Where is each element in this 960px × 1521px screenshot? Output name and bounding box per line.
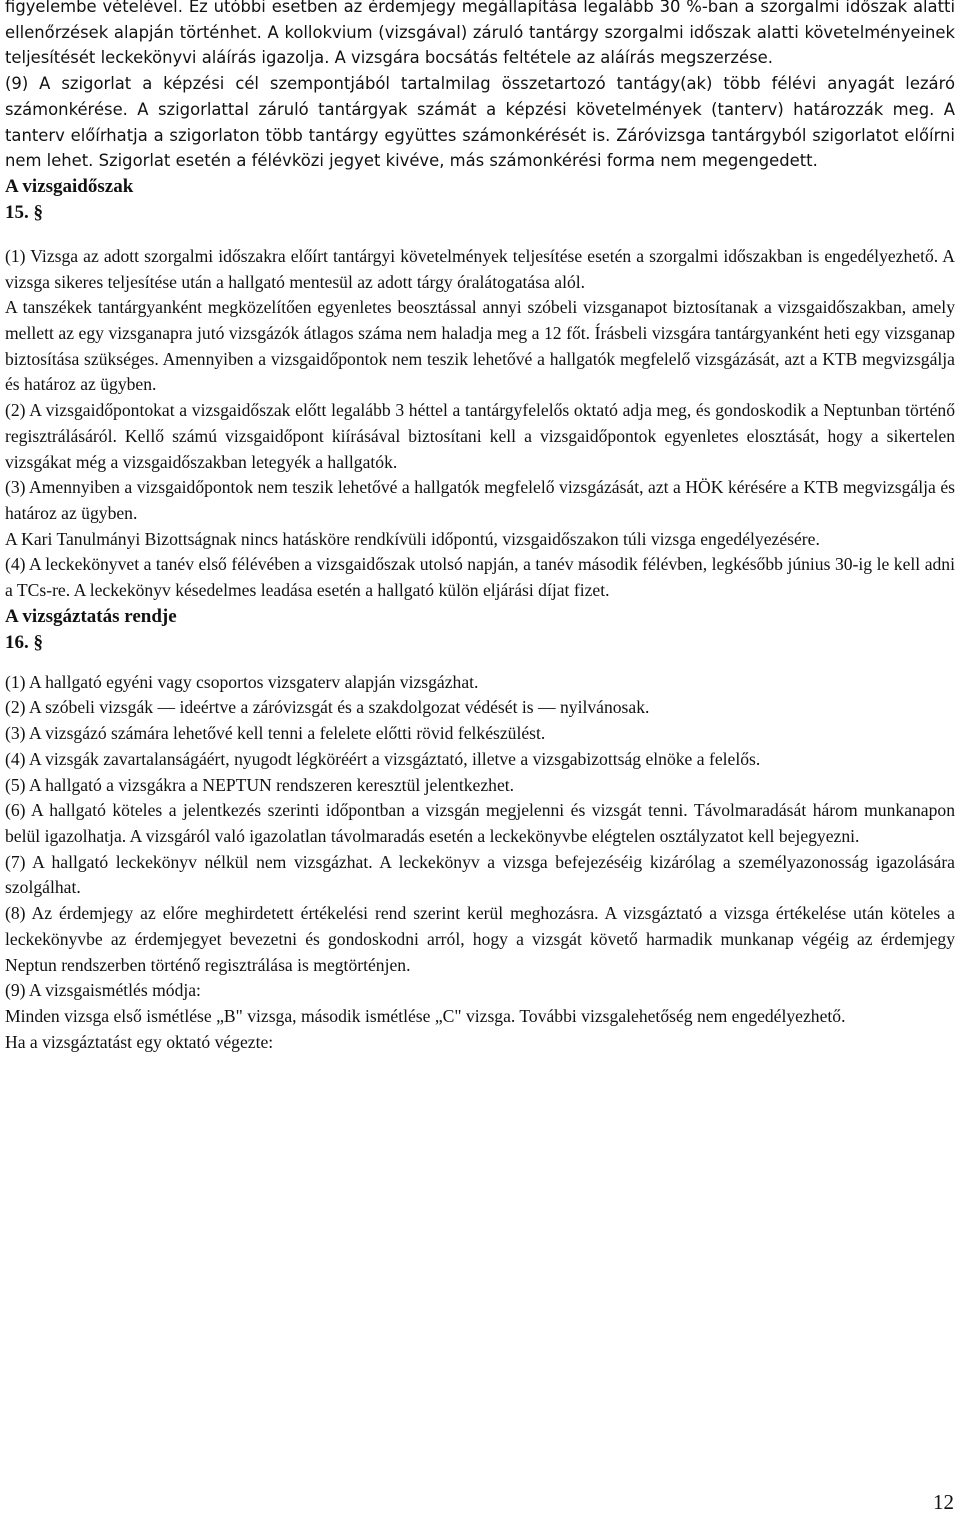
- intro-paragraph-1: figyelembe vételével. Ez utóbbi esetben az érdemjegy megállapítása legalább 30 %-ban a szorgalmi időszak alatti ellenőrzések alapján történhet. A kollokvium (vizsgával) záruló tantárgy szorgalmi időszak alatti követelményeinek teljesítését leckekönyvi aláírás igazolja. A vizsgára bocsátás feltétele az aláírás megszerzése.: [5, 0, 955, 68]
- s15-paragraph-6: (4) A leckekönyvet a tanév első félévében a vizsgaidőszak utolsó napján, a tanév második félévben, legkésőbb június 30-ig le kell adni a TCs-re. A leckekönyv késedelmes leadása esetén a hallgató külön eljárási díjat fizet.: [5, 554, 955, 601]
- page-number: 12: [933, 1490, 954, 1514]
- s15-paragraph-1: (1) Vizsga az adott szorgalmi időszakra előírt tantárgyi követelmények teljesítése esetén a szorgalmi időszakban is engedélyezhető. A vizsga sikeres teljesítése után a hallgató mentesül az adott tárgy óralátogatása alól.: [5, 245, 955, 292]
- intro-block: [5, 0, 955, 174]
- s15-paragraph-3: (2) A vizsgaidőpontokat a vizsgaidőszak előtt legalább 3 héttel a tantárgyfelelős oktató adja meg, és gondoskodik a Neptunban történő regisztrálásáról. Kellő számú vizsgaidőpont kiírásával biztosítani kell a vizsgaidőpontok egyenletes elosztását, hogy a sikertelen vizsgákat még a vizsgaidőszakban letegyék a hallgatók.: [5, 400, 955, 472]
- section-15-title: A vizsgaidőszak: [5, 175, 134, 197]
- s16-paragraph-9: (9) A vizsgaismétlés módja:: [5, 980, 201, 1001]
- s15-paragraph-5: A Kari Tanulmányi Bizottságnak nincs hatásköre rendkívüli időpontú, vizsgaidőszakon túli vizsga engedélyezésére.: [5, 528, 820, 549]
- s16-paragraph-7: (7) A hallgató leckekönyv nélkül nem vizsgázhat. A leckekönyv a vizsga befejezéséig kizárólag a személyazonosság igazolására szolgálhat.: [5, 851, 955, 898]
- intro-paragraph-2: (9) A szigorlat a képzési cél szempontjából tartalmilag összetartozó tantágy(ak) több félévi anyagát lezáró számonkérése. A szigorlattal záruló tantárgyak számát a képzési követelmények (tanterv) határozzák meg. A tanterv előírhatja a szigorlaton több tantárgy együttes számonkérését is. Záróvizsga tantárgyból szigorlatot előírni nem lehet. Szigorlat esetén a félévközi jegyet kivéve, más számonkérési forma nem megengedett.: [5, 74, 955, 171]
- section-16-body: [5, 670, 955, 1056]
- s16-paragraph-11: Ha a vizsgáztatást egy oktató végezte:: [5, 1031, 274, 1052]
- s16-paragraph-3: (3) A vizsgázó számára lehetővé kell tenni a felelete előtti rövid felkészülést.: [5, 723, 546, 744]
- section-16-title: A vizsgáztatás rendje: [5, 605, 177, 627]
- section-16-number: 16. §: [5, 631, 43, 653]
- s15-paragraph-2: A tanszékek tantárgyanként megközelítően egyenletes beosztással annyi szóbeli vizsganapot biztosítanak a vizsgaidőszakban, amely mellett az egy vizsganapra jutó vizsgázók átlagos száma nem haladja meg a 12 főt. Írásbeli vizsgára tantárgyanként heti egy vizsganap biztosítása szükséges. Amennyiben a vizsgaidőpontok nem teszik lehetővé a hallgatók megfelelő vizsgázását, azt a KTB megvizsgálja és határoz az ügyben.: [5, 297, 955, 395]
- s16-paragraph-10: Minden vizsga első ismétlése „B" vizsga, második ismétlése „C" vizsga. További vizsgalehetőség nem engedélyezhető.: [5, 1005, 846, 1026]
- section-15-number: 15. §: [5, 201, 43, 223]
- s16-paragraph-4: (4) A vizsgák zavartalanságáért, nyugodt légköréért a vizsgáztató, illetve a vizsgabizottság elnöke a felelős.: [5, 748, 761, 769]
- s16-paragraph-2: (2) A szóbeli vizsgák — ideértve a záróvizsgát és a szakdolgozat védését is — nyilvánosak.: [5, 697, 650, 718]
- s16-paragraph-1: (1) A hallgató egyéni vagy csoportos vizsgaterv alapján vizsgázhat.: [5, 671, 479, 692]
- s15-paragraph-4: (3) Amennyiben a vizsgaidőpontok nem teszik lehetővé a hallgatók megfelelő vizsgázását, azt a HÖK kérésére a KTB megvizsgálja és határoz az ügyben.: [5, 477, 955, 523]
- s16-paragraph-6: (6) A hallgató köteles a jelentkezés szerinti időpontban a vizsgán megjelenni és vizsgát tenni. Távolmaradását három munkanapon belül igazolhatja. A vizsgáról való igazolatlan távolmaradás esetén a leckekönyvbe elégtelen osztályzatot kell bejegyezni.: [5, 800, 955, 846]
- s16-paragraph-8: (8) Az érdemjegy az előre meghirdetett értékelési rend szerint kerül meghozásra. A vizsgáztató a vizsga értékelése után köteles a leckekönyvbe az érdemjegyet bevezetni és gondoskodni arról, hogy a vizsgát követő harmadik munkanap végéig az érdemjegy Neptun rendszerben történő regisztrálása is megtörténjen.: [5, 903, 955, 975]
- s16-paragraph-5: (5) A hallgató a vizsgákra a NEPTUN rendszeren keresztül jelentkezhet.: [5, 774, 515, 795]
- section-15-body: [5, 244, 955, 604]
- document-body: [5, 0, 955, 1055]
